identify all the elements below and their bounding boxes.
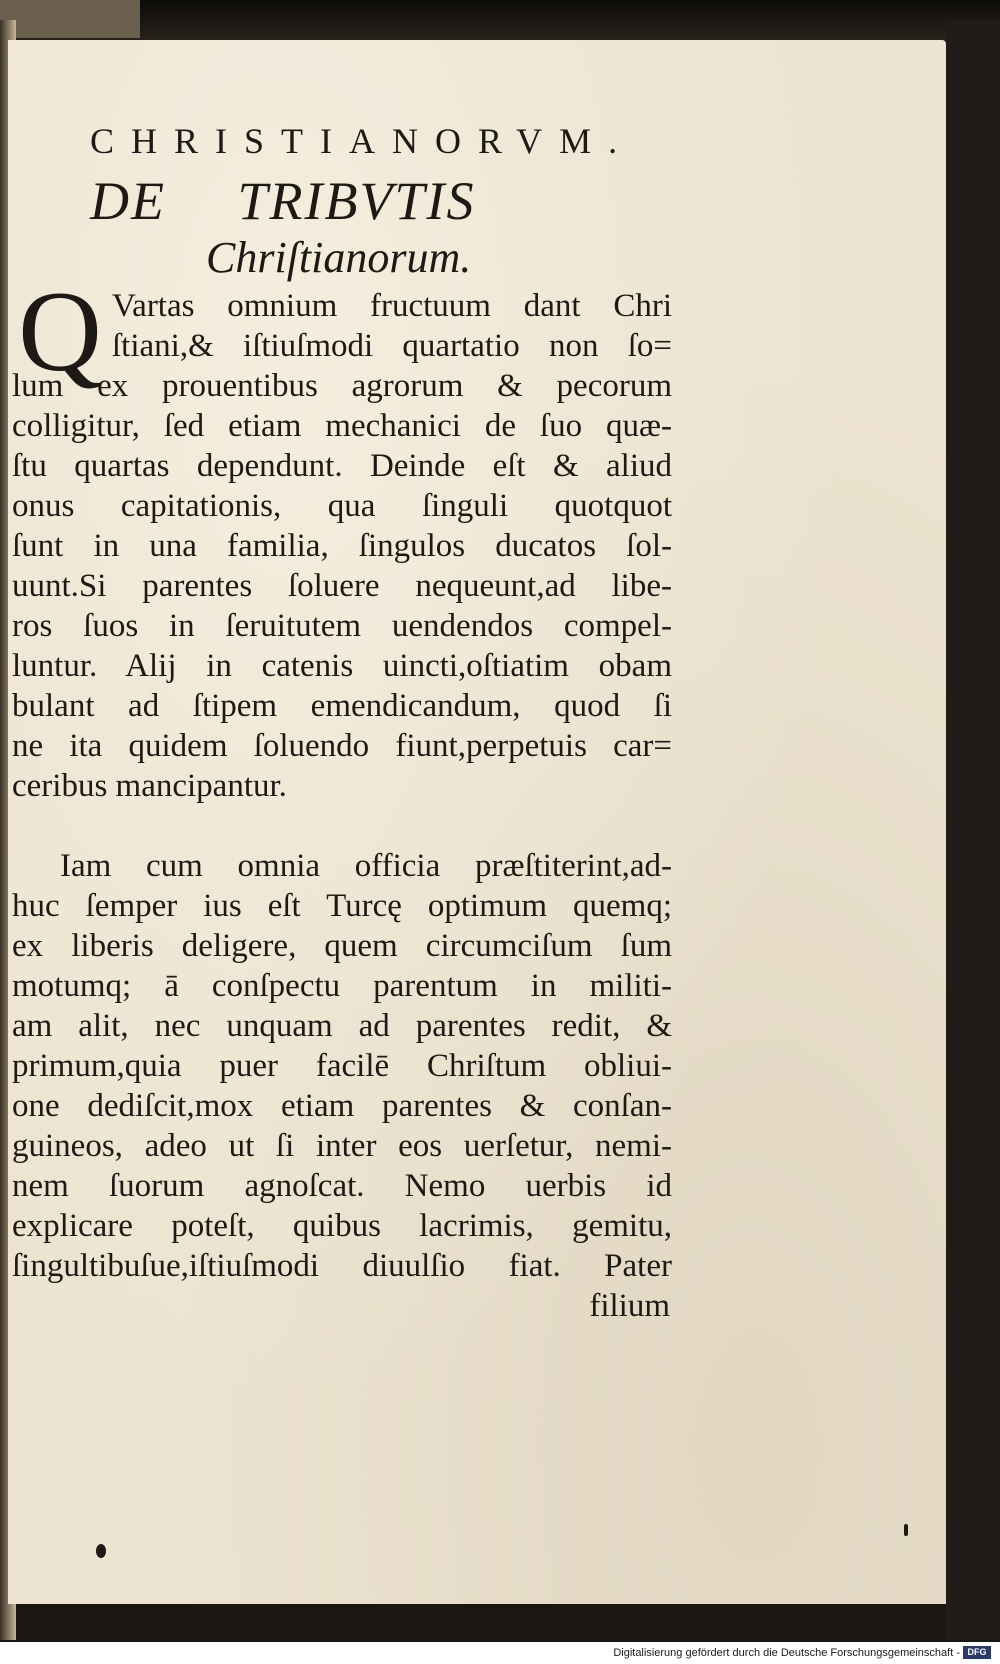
text-line: Iam cum omnia officia præſtiterint,ad-	[60, 848, 672, 884]
text-line: lum ex prouentibus agrorum & pecorum	[12, 368, 672, 404]
text-line: colligitur, ſed etiam mechanici de ſuo quæ-	[12, 408, 672, 444]
section-subtitle: Chriſtianorum.	[206, 233, 472, 282]
text-line: ſtiani,& iſtiuſmodi quartatio non ſo=	[112, 328, 672, 364]
text-line: bulant ad ſtipem emendicandum, quod ſi	[12, 688, 672, 724]
catchword: filium	[589, 1288, 670, 1324]
text-line: Vartas omnium fructuum dant Chri	[112, 288, 672, 324]
text-line: ceribus mancipantur.	[12, 768, 287, 804]
text-line: huc ſemper ius eſt Turcę optimum quemq;	[12, 888, 672, 924]
scan-top-edge	[0, 0, 1000, 44]
text-line: motumq; ā conſpectu parentum in militi-	[12, 968, 672, 1004]
funding-credit: Digitalisierung gefördert durch die Deutsche Forschungsgemeinschaft -	[613, 1647, 960, 1659]
section-title: DE TRIBVTIS	[90, 171, 476, 231]
scan-corner-tab	[0, 0, 140, 38]
text-line: one dediſcit,mox etiam parentes & conſan-	[12, 1088, 672, 1124]
text-line: ex liberis deligere, quem circumciſum ſum	[12, 928, 672, 964]
text-line: ros ſuos in ſeruitutem uendendos compel-	[12, 608, 672, 644]
text-line: primum,quia puer facilē Chriſtum obliui-	[12, 1048, 672, 1084]
text-line: nem ſuorum agnoſcat. Nemo uerbis id	[12, 1168, 672, 1204]
scan-right-edge	[946, 20, 1000, 1640]
text-line: ſingultibuſue,iſtiuſmodi diuulſio fiat. Pater	[12, 1248, 672, 1284]
ink-speck	[96, 1544, 106, 1558]
dfg-logo: DFG	[963, 1646, 991, 1659]
ink-speck	[904, 1524, 908, 1536]
text-line: ſunt in una familia, ſingulos ducatos ſol-	[12, 528, 672, 564]
text-line: uunt.Si parentes ſoluere nequeunt,ad libe-	[12, 568, 672, 604]
text-line: ſtu quartas dependunt. Deinde eſt & aliud	[12, 448, 672, 484]
text-line: guineos, adeo ut ſi inter eos uerſetur, nemi-	[12, 1128, 672, 1164]
drop-cap: Q	[18, 268, 102, 396]
text-line: onus capitationis, qua ſinguli quotquot	[12, 488, 672, 524]
text-line: luntur. Alij in catenis uincti,oſtiatim obam	[12, 648, 672, 684]
text-line: am alit, nec unquam ad parentes redit, &	[12, 1008, 672, 1044]
text-line: ne ita quidem ſoluendo fiunt,perpetuis car=	[12, 728, 672, 764]
text-line: explicare poteſt, quibus lacrimis, gemitu,	[12, 1208, 672, 1244]
running-head: CHRISTIANORVM.	[90, 121, 635, 161]
